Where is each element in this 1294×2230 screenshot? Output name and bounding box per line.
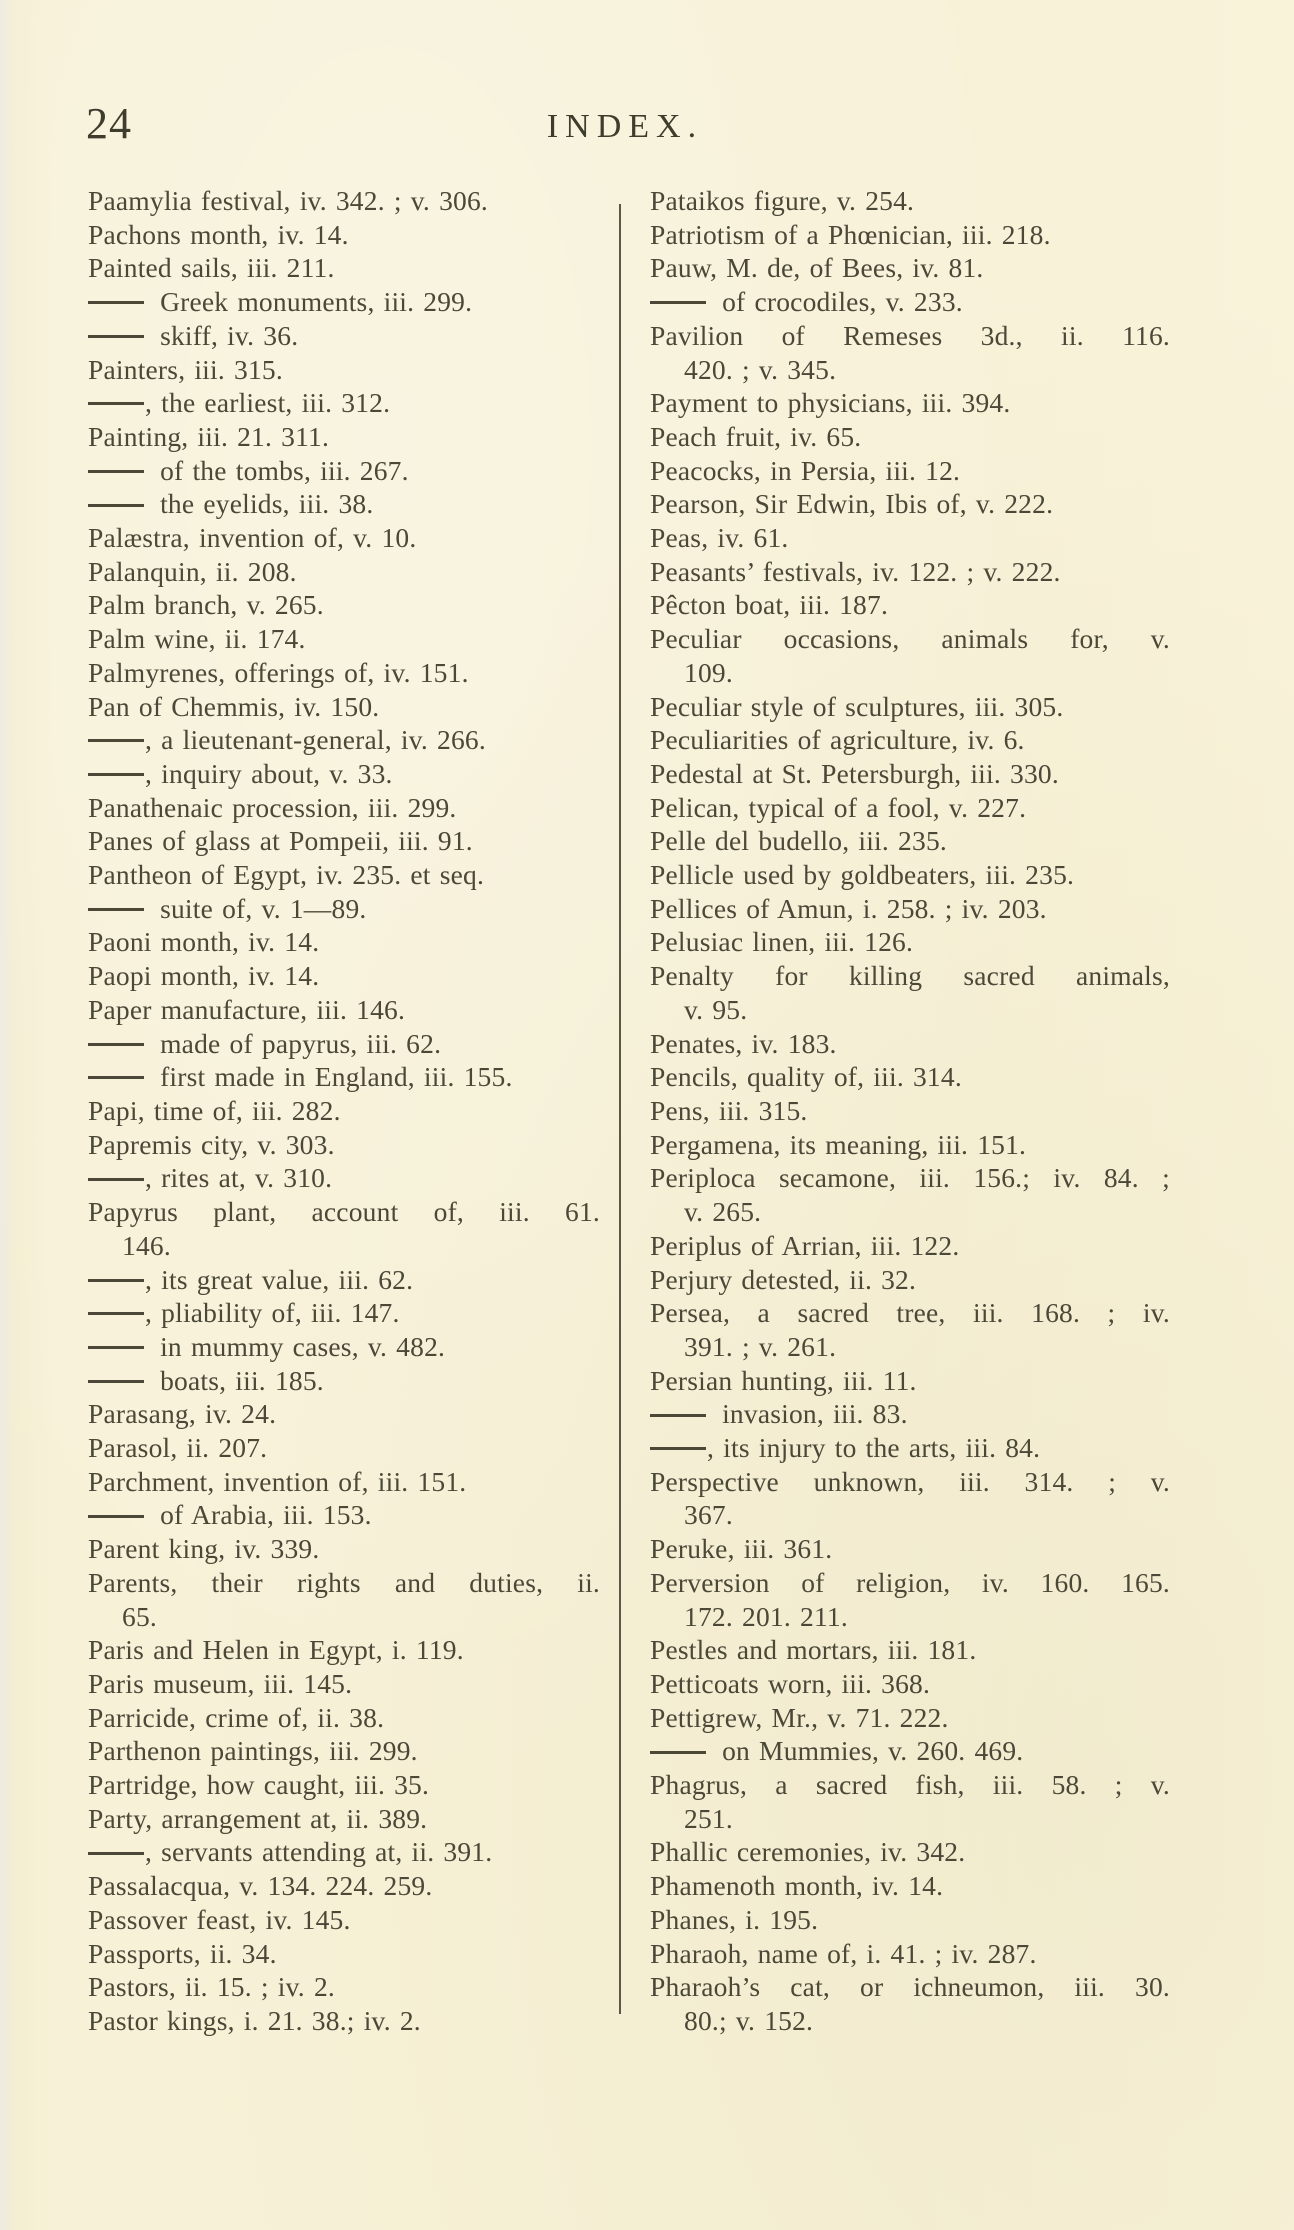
index-entry xyxy=(650,1364,1170,1398)
entry-line: , its injury to the arts, iii. 84. xyxy=(650,1431,1170,1465)
index-entry xyxy=(650,1701,1170,1735)
index-entry xyxy=(650,1397,1170,1431)
index-entry xyxy=(88,251,600,285)
entry-line: Passports, ii. 34. xyxy=(88,1937,277,1969)
entry-line: Painted sails, iii. 211. xyxy=(88,252,335,284)
entry-line: Pelican, typical of a fool, v. 227. xyxy=(650,791,1027,823)
index-entry xyxy=(88,1566,600,1633)
entry-line: Phagrus, a sacred fish, iii. 58. ; v. xyxy=(650,1769,1170,1801)
index-entry xyxy=(88,1667,600,1701)
index-entry xyxy=(88,1195,600,1262)
index-entry xyxy=(88,959,600,993)
entry-line: Pastor kings, i. 21. 38.; iv. 2. xyxy=(88,2004,421,2036)
index-entry xyxy=(650,1431,1170,1465)
entry-line: Painting, iii. 21. 311. xyxy=(88,420,330,452)
entry-line: Parent king, iv. 339. xyxy=(88,1533,320,1565)
entry-line: , its great value, iii. 62. xyxy=(88,1263,600,1297)
entry-line: Payment to physicians, iii. 394. xyxy=(650,387,1011,419)
index-entry xyxy=(88,656,600,690)
index-entry xyxy=(88,487,600,521)
entry-line: Pestles and mortars, iii. 181. xyxy=(650,1634,977,1666)
index-entry xyxy=(650,487,1170,521)
index-entry xyxy=(650,690,1170,724)
index-entry xyxy=(88,1263,600,1297)
entry-line: Partridge, how caught, iii. 35. xyxy=(88,1769,430,1801)
entry-line: suite of, v. 1—89. xyxy=(88,892,600,926)
entry-line: Phamenoth month, iv. 14. xyxy=(650,1870,944,1902)
index-entry xyxy=(88,1330,600,1364)
index-entry xyxy=(88,1633,600,1667)
index-entry xyxy=(88,892,600,926)
index-entry xyxy=(650,319,1170,386)
ditto-dash xyxy=(88,402,144,405)
ditto-dash xyxy=(650,1414,706,1417)
index-column-left xyxy=(88,184,600,2038)
entry-line: 146. xyxy=(122,1229,171,1261)
index-entry xyxy=(88,1498,600,1532)
ditto-dash xyxy=(88,1279,144,1282)
entry-line: Pavilion of Remeses 3d., ii. 116. xyxy=(650,319,1170,351)
entry-line: Parents, their rights and duties, ii. xyxy=(88,1566,600,1598)
index-entry xyxy=(650,1667,1170,1701)
entry-line: Parthenon paintings, iii. 299. xyxy=(88,1735,418,1767)
entry-line: , inquiry about, v. 33. xyxy=(88,757,600,791)
entry-line: Palm wine, ii. 174. xyxy=(88,623,306,655)
index-entry xyxy=(88,1161,600,1195)
index-entry xyxy=(650,555,1170,589)
entry-line: Pan of Chemmis, iv. 150. xyxy=(88,690,380,722)
index-entry xyxy=(88,319,600,353)
index-entry xyxy=(650,1566,1170,1633)
entry-line: Penalty for killing sacred animals, xyxy=(650,960,1170,992)
ditto-dash xyxy=(88,1346,144,1349)
entry-line: Greek monuments, iii. 299. xyxy=(88,285,600,319)
index-entry xyxy=(650,1128,1170,1162)
entry-line: , rites at, v. 310. xyxy=(88,1161,600,1195)
index-entry xyxy=(88,993,600,1027)
entry-line: Pencils, quality of, iii. 314. xyxy=(650,1061,962,1093)
entry-line: Phanes, i. 195. xyxy=(650,1903,819,1935)
entry-line: Periploca secamone, iii. 156.; iv. 84. ; xyxy=(650,1162,1170,1194)
entry-line: Pêcton boat, iii. 187. xyxy=(650,589,889,621)
entry-line: Patriotism of a Phœnician, iii. 218. xyxy=(650,218,1051,250)
entry-line: Passalacqua, v. 134. 224. 259. xyxy=(88,1870,433,1902)
entry-line: 109. xyxy=(684,656,733,688)
index-entry xyxy=(650,218,1170,252)
ditto-dash xyxy=(88,335,144,338)
entry-line: made of papyrus, iii. 62. xyxy=(88,1027,600,1061)
index-entry xyxy=(88,218,600,252)
index-entry xyxy=(88,1532,600,1566)
index-entry xyxy=(650,1229,1170,1263)
entry-line: Pastors, ii. 15. ; iv. 2. xyxy=(88,1971,335,2003)
entry-line: of Arabia, iii. 153. xyxy=(88,1498,600,1532)
index-entry xyxy=(650,1835,1170,1869)
entry-line: Persea, a sacred tree, iii. 168. ; iv. xyxy=(650,1297,1170,1329)
entry-line: Painters, iii. 315. xyxy=(88,353,283,385)
ditto-dash xyxy=(650,301,706,304)
entry-line: Parchment, invention of, iii. 151. xyxy=(88,1465,467,1497)
entry-line: 420. ; v. 345. xyxy=(684,353,837,385)
entry-line: Parasol, ii. 207. xyxy=(88,1432,268,1464)
ditto-dash xyxy=(88,908,144,911)
index-entry xyxy=(88,757,600,791)
entry-line: , the earliest, iii. 312. xyxy=(88,386,600,420)
index-entry xyxy=(650,588,1170,622)
index-entry xyxy=(88,1835,600,1869)
entry-line: v. 265. xyxy=(684,1196,762,1228)
entry-line: , servants attending at, ii. 391. xyxy=(88,1835,600,1869)
entry-line: Pelusiac linen, iii. 126. xyxy=(650,926,914,958)
entry-line: Peasants’ festivals, iv. 122. ; v. 222. xyxy=(650,555,1061,587)
index-entry xyxy=(88,555,600,589)
entry-line: Paper manufacture, iii. 146. xyxy=(88,993,406,1025)
index-entry xyxy=(650,1532,1170,1566)
index-entry xyxy=(88,1128,600,1162)
entry-line: Phallic ceremonies, iv. 342. xyxy=(650,1836,966,1868)
index-entry xyxy=(88,622,600,656)
index-entry xyxy=(88,184,600,218)
index-entry xyxy=(650,1060,1170,1094)
entry-line: on Mummies, v. 260. 469. xyxy=(650,1734,1170,1768)
ditto-dash xyxy=(88,1178,144,1181)
entry-line: Papi, time of, iii. 282. xyxy=(88,1094,341,1126)
ditto-dash xyxy=(88,1515,144,1518)
entry-line: Periplus of Arrian, iii. 122. xyxy=(650,1229,960,1261)
entry-line: Palæstra, invention of, v. 10. xyxy=(88,522,417,554)
index-entry xyxy=(650,858,1170,892)
entry-line: Pens, iii. 315. xyxy=(650,1094,808,1126)
entry-line: 80.; v. 152. xyxy=(684,2004,814,2036)
index-entry xyxy=(88,420,600,454)
index-entry xyxy=(88,285,600,319)
entry-line: Pettigrew, Mr., v. 71. 222. xyxy=(650,1701,949,1733)
index-entry xyxy=(650,1633,1170,1667)
index-entry xyxy=(650,251,1170,285)
index-entry xyxy=(88,824,600,858)
index-entry xyxy=(88,1060,600,1094)
entry-line: Pearson, Sir Edwin, Ibis of, v. 222. xyxy=(650,488,1054,520)
index-entry xyxy=(650,1768,1170,1835)
ditto-dash xyxy=(88,739,144,742)
entry-line: Paris and Helen in Egypt, i. 119. xyxy=(88,1634,464,1666)
entry-line: Palm branch, v. 265. xyxy=(88,589,324,621)
entry-line: Pharaoh’s cat, or ichneumon, iii. 30. xyxy=(650,1971,1170,2003)
entry-line: Pauw, M. de, of Bees, iv. 81. xyxy=(650,252,984,284)
entry-line: Panes of glass at Pompeii, iii. 91. xyxy=(88,825,473,857)
entry-line: Pellicle used by goldbeaters, iii. 235. xyxy=(650,859,1075,891)
entry-line: Penates, iv. 183. xyxy=(650,1027,837,1059)
entry-line: Pantheon of Egypt, iv. 235. et seq. xyxy=(88,859,485,891)
entry-line: Pataikos figure, v. 254. xyxy=(650,185,915,216)
index-entry xyxy=(650,791,1170,825)
entry-line: Paamylia festival, iv. 342. ; v. 306. xyxy=(88,185,489,216)
entry-line: invasion, iii. 83. xyxy=(650,1397,1170,1431)
ditto-dash xyxy=(88,1312,144,1315)
index-entry xyxy=(650,1937,1170,1971)
entry-line: of crocodiles, v. 233. xyxy=(650,285,1170,319)
index-entry xyxy=(650,1296,1170,1363)
index-entry xyxy=(88,588,600,622)
entry-line: Peculiarities of agriculture, iv. 6. xyxy=(650,724,1025,756)
entry-line: Pachons month, iv. 14. xyxy=(88,218,349,250)
entry-line: Palmyrenes, offerings of, iv. 151. xyxy=(88,656,469,688)
entry-line: Papremis city, v. 303. xyxy=(88,1128,335,1160)
entry-line: Peach fruit, iv. 65. xyxy=(650,420,862,452)
index-entry xyxy=(650,1094,1170,1128)
index-entry xyxy=(88,386,600,420)
entry-line: 65. xyxy=(122,1600,157,1632)
entry-line: Peculiar occasions, animals for, v. xyxy=(650,623,1170,655)
ditto-dash xyxy=(88,1043,144,1046)
index-entry xyxy=(650,757,1170,791)
ditto-dash xyxy=(88,301,144,304)
ditto-dash xyxy=(650,1751,706,1754)
index-column-right xyxy=(650,184,1170,2038)
entry-line: Perjury detested, ii. 32. xyxy=(650,1263,917,1295)
index-entry xyxy=(88,2004,600,2038)
index-entry xyxy=(88,690,600,724)
index-entry xyxy=(650,1027,1170,1061)
index-entry xyxy=(88,1431,600,1465)
entry-line: Peacocks, in Persia, iii. 12. xyxy=(650,454,961,486)
entry-line: first made in England, iii. 155. xyxy=(88,1060,600,1094)
index-entry xyxy=(650,1465,1170,1532)
index-entry xyxy=(88,1768,600,1802)
index-entry xyxy=(88,1937,600,1971)
entry-line: Paoni month, iv. 14. xyxy=(88,926,320,958)
index-entry xyxy=(650,521,1170,555)
entry-line: Persian hunting, iii. 11. xyxy=(650,1364,917,1396)
index-entry xyxy=(650,622,1170,689)
index-entry xyxy=(88,1465,600,1499)
ditto-dash xyxy=(88,1852,144,1855)
ditto-dash xyxy=(88,773,144,776)
index-entry xyxy=(88,1027,600,1061)
index-entry xyxy=(650,420,1170,454)
entry-line: Parricide, crime of, ii. 38. xyxy=(88,1701,385,1733)
entry-line: Paris museum, iii. 145. xyxy=(88,1667,353,1699)
index-entry xyxy=(650,959,1170,1026)
index-entry xyxy=(650,723,1170,757)
entry-line: Peculiar style of sculptures, iii. 305. xyxy=(650,690,1064,722)
index-entry xyxy=(650,1161,1170,1228)
entry-line: 172. 201. 211. xyxy=(684,1600,848,1632)
entry-line: Paopi month, iv. 14. xyxy=(88,960,320,992)
column-divider xyxy=(619,204,621,2014)
index-entry xyxy=(650,184,1170,218)
index-entry xyxy=(88,791,600,825)
entry-line: boats, iii. 185. xyxy=(88,1364,600,1398)
entry-line: Palanquin, ii. 208. xyxy=(88,555,297,587)
entry-line: Pelle del budello, iii. 235. xyxy=(650,825,947,857)
index-entry xyxy=(88,1094,600,1128)
index-entry xyxy=(88,1734,600,1768)
entry-line: Passover feast, iv. 145. xyxy=(88,1903,351,1935)
entry-line: of the tombs, iii. 267. xyxy=(88,454,600,488)
entry-line: , pliability of, iii. 147. xyxy=(88,1296,600,1330)
index-entry xyxy=(650,1263,1170,1297)
ditto-dash xyxy=(88,1380,144,1383)
index-entry xyxy=(88,1970,600,2004)
index-entry xyxy=(650,386,1170,420)
index-entry xyxy=(88,1364,600,1398)
entry-line: Pergamena, its meaning, iii. 151. xyxy=(650,1128,1027,1160)
index-entry xyxy=(88,1903,600,1937)
entry-line: the eyelids, iii. 38. xyxy=(88,487,600,521)
entry-line: in mummy cases, v. 482. xyxy=(88,1330,600,1364)
ditto-dash xyxy=(650,1447,706,1450)
index-entry xyxy=(88,353,600,387)
index-entry xyxy=(650,925,1170,959)
entry-line: Pharaoh, name of, i. 41. ; iv. 287. xyxy=(650,1937,1037,1969)
index-entry xyxy=(88,454,600,488)
entry-line: Pellices of Amun, i. 258. ; iv. 203. xyxy=(650,892,1047,924)
entry-line: Perversion of religion, iv. 160. 165. xyxy=(650,1566,1170,1598)
index-entry xyxy=(650,285,1170,319)
index-entry xyxy=(88,1869,600,1903)
entry-line: , a lieutenant-general, iv. 266. xyxy=(88,723,600,757)
scan-edge xyxy=(0,0,16,2230)
entry-line: Parasang, iv. 24. xyxy=(88,1398,277,1430)
ditto-dash xyxy=(88,1076,144,1079)
index-entry xyxy=(650,824,1170,858)
index-entry xyxy=(88,858,600,892)
index-entry xyxy=(650,1869,1170,1903)
index-entry xyxy=(88,925,600,959)
index-entry xyxy=(650,1734,1170,1768)
entry-line: 251. xyxy=(684,1802,733,1834)
entry-line: Papyrus plant, account of, iii. 61. xyxy=(88,1196,600,1228)
index-entry xyxy=(88,1802,600,1836)
entry-line: Pedestal at St. Petersburgh, iii. 330. xyxy=(650,757,1059,789)
entry-line: skiff, iv. 36. xyxy=(88,319,600,353)
entry-line: Petticoats worn, iii. 368. xyxy=(650,1667,931,1699)
index-entry xyxy=(650,1903,1170,1937)
entry-line: Panathenaic procession, iii. 299. xyxy=(88,791,457,823)
entry-line: v. 95. xyxy=(684,993,748,1025)
index-entry xyxy=(88,1701,600,1735)
index-entry xyxy=(88,723,600,757)
index-entry xyxy=(650,892,1170,926)
index-entry xyxy=(88,521,600,555)
entry-line: Party, arrangement at, ii. 389. xyxy=(88,1802,428,1834)
page-title: INDEX. xyxy=(546,108,704,145)
ditto-dash xyxy=(88,504,144,507)
entry-line: Peas, iv. 61. xyxy=(650,522,789,554)
index-entry xyxy=(88,1397,600,1431)
entry-line: 391. ; v. 261. xyxy=(684,1330,837,1362)
page-number: 24 xyxy=(86,99,132,148)
ditto-dash xyxy=(88,470,144,473)
index-entry xyxy=(650,1970,1170,2037)
index-entry xyxy=(650,454,1170,488)
index-entry xyxy=(88,1296,600,1330)
entry-line: 367. xyxy=(684,1499,733,1531)
entry-line: Perspective unknown, iii. 314. ; v. xyxy=(650,1465,1170,1497)
entry-line: Peruke, iii. 361. xyxy=(650,1533,833,1565)
